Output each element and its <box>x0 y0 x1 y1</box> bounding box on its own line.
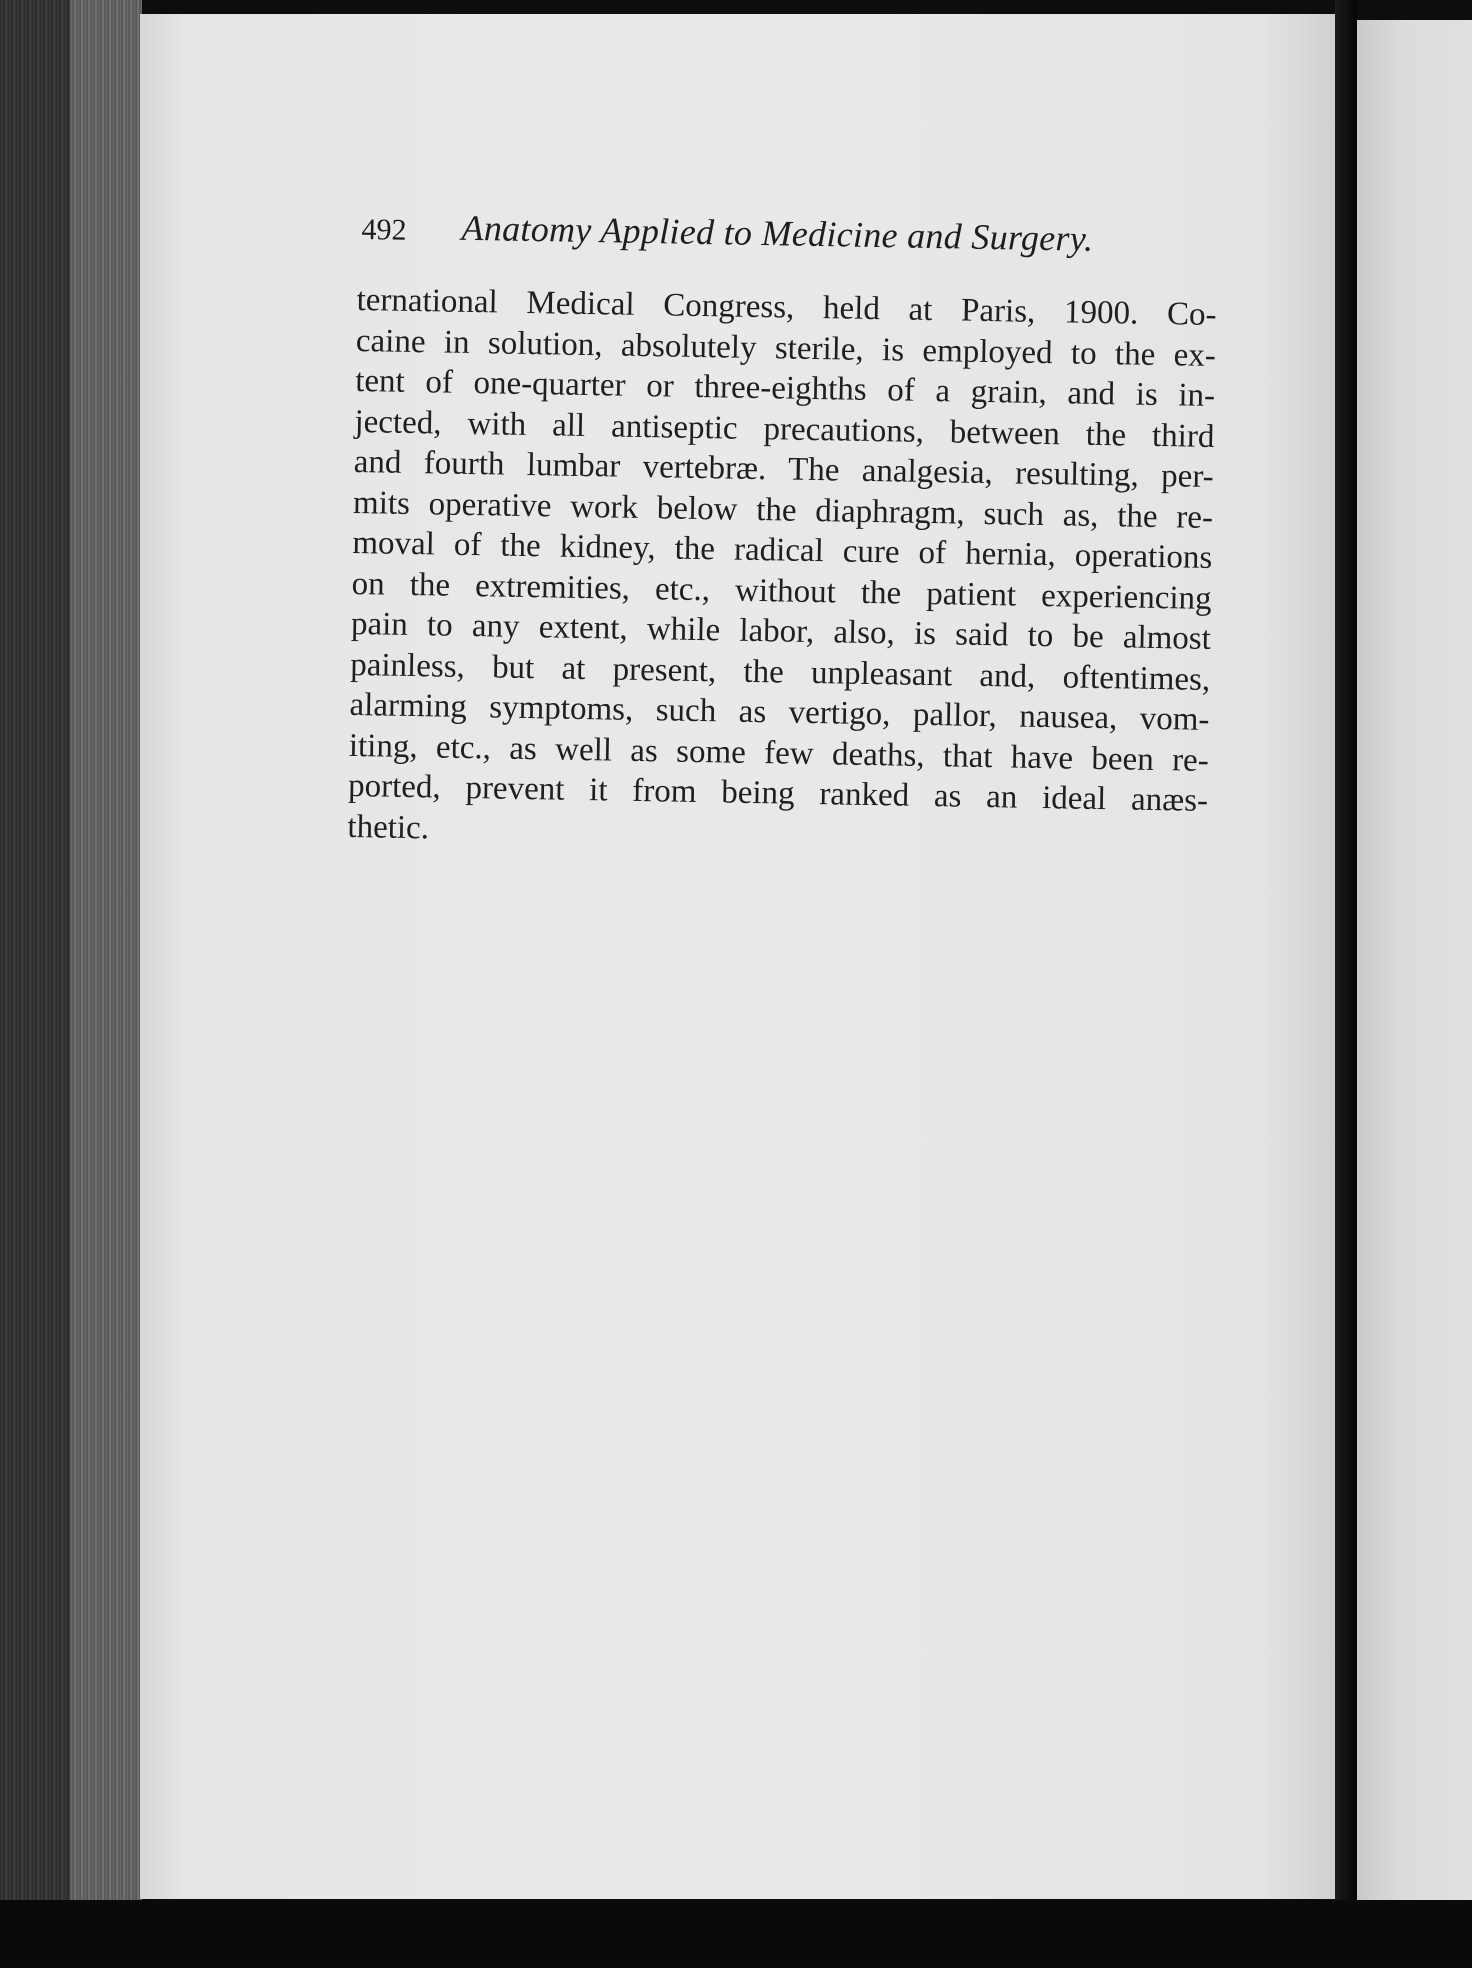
text-line: and fourth lumbar vertebræ. The analgesia, resulting, per- <box>353 443 1215 495</box>
text-line: thetic. <box>347 808 430 846</box>
book-gutter <box>1335 0 1357 1968</box>
text-line: alarming symptoms, such as vertigo, pallor, nausea, vom- <box>349 686 1210 738</box>
text-line: ternational Medical Congress, held at Paris, 1900. Co- <box>356 281 1217 334</box>
page-edges <box>70 0 142 1900</box>
text-line: jected, with all antiseptic precautions, between the third <box>354 403 1215 455</box>
text-line: caine in solution, absolutely sterile, is employed to the ex- <box>355 322 1217 374</box>
facing-page-edge <box>1357 20 1472 1900</box>
scan-bottom-border <box>0 1900 1472 1968</box>
page-number: 492 <box>361 212 407 247</box>
text-line: tent of one-quarter or three-eighths of a grain, and is in- <box>354 362 1216 414</box>
running-title: Anatomy Applied to Medicine and Surgery. <box>461 207 1094 259</box>
text-line: iting, etc., as well as some few deaths, that have been re- <box>348 727 1210 779</box>
book-fore-edge <box>0 0 142 1968</box>
text-line: painless, but at present, the unpleasant and, oftentimes, <box>349 646 1211 698</box>
text-line: pain to any extent, while labor, also, is said to be almost <box>350 605 1212 657</box>
text-line: moval of the kidney, the radical cure of hernia, operations <box>352 524 1213 576</box>
body-paragraph <box>347 280 1217 862</box>
text-line: mits operative work below the diaphragm, such as, the re- <box>352 484 1214 536</box>
text-line: ported, prevent it from being ranked as an ideal anæs- <box>347 767 1209 819</box>
text-line: on the extremities, etc., without the patient experiencing <box>351 565 1212 617</box>
